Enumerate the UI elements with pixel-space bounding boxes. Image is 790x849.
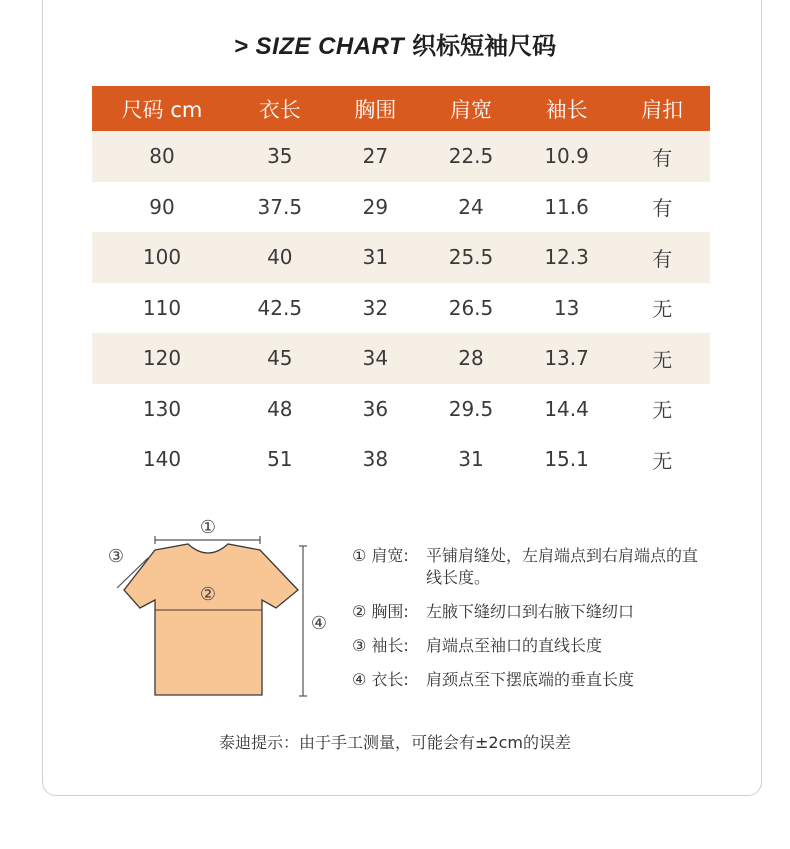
table-row	[92, 384, 710, 435]
header-shoulder: 肩宽	[423, 86, 519, 131]
note-chest	[352, 601, 706, 623]
note-value: 平铺肩缝处，左肩端点到右肩端点的直线长度。	[426, 546, 699, 587]
note-sleeve	[352, 635, 706, 657]
marker-2: ②	[199, 584, 217, 605]
table-row	[92, 434, 710, 485]
cell: 40	[232, 232, 328, 283]
title-chinese: 织标短袖尺码	[412, 32, 557, 60]
cell: 48	[267, 396, 293, 421]
tshirt-measurement-diagram	[100, 510, 340, 710]
header-chest: 胸围	[328, 86, 424, 131]
cell: 无	[614, 333, 710, 384]
cell: 31	[458, 447, 484, 472]
cell: 24	[458, 194, 484, 219]
cell: 32	[362, 295, 389, 320]
cell: 31	[328, 232, 424, 283]
cell: 36	[362, 396, 389, 421]
note-value: 肩端点至袖口的直线长度	[426, 636, 603, 655]
note-value: 肩颈点至下摆底端的垂直长度	[426, 670, 635, 689]
cell: 90	[149, 194, 175, 219]
cell: 120	[92, 333, 232, 384]
marker-4: ④	[310, 613, 328, 634]
cell: 130	[142, 396, 182, 421]
table-row	[92, 283, 710, 334]
cell: 35	[232, 131, 328, 182]
cell: 27	[328, 131, 424, 182]
cell: 11.6	[544, 194, 589, 219]
cell: 38	[362, 447, 389, 472]
note-key: ③ 袖长:	[352, 636, 409, 655]
marker-1: ①	[199, 517, 217, 538]
page-title	[0, 26, 790, 61]
cell: 51	[267, 447, 293, 472]
measurement-notes	[352, 545, 706, 703]
size-table	[92, 86, 710, 485]
title-english: > SIZE CHART	[233, 33, 405, 60]
note-shoulder	[352, 545, 706, 589]
cell: 29	[362, 194, 389, 219]
note-length	[352, 669, 706, 691]
cell: 29.5	[448, 396, 494, 421]
table-row	[92, 131, 710, 182]
cell: 12.3	[519, 232, 615, 283]
note-key: ① 肩宽:	[352, 546, 409, 565]
cell: 无	[652, 398, 673, 423]
measurement-tip: 泰迪提示：由于手工测量，可能会有±2cm的误差	[219, 733, 571, 752]
cell: 13.7	[519, 333, 615, 384]
marker-3: ③	[107, 546, 125, 567]
cell: 26.5	[448, 295, 494, 320]
tshirt-shape	[124, 544, 298, 695]
cell: 有	[652, 196, 673, 221]
cell: 100	[92, 232, 232, 283]
table-row	[92, 182, 710, 233]
cell: 有	[614, 232, 710, 283]
note-key: ② 胸围:	[352, 602, 409, 621]
cell: 15.1	[544, 447, 589, 472]
cell: 80	[92, 131, 232, 182]
header-button: 肩扣	[614, 86, 710, 131]
header-sleeve: 袖长	[519, 86, 615, 131]
cell: 45	[232, 333, 328, 384]
table-row	[92, 333, 710, 384]
cell: 110	[142, 295, 182, 320]
cell: 无	[652, 448, 673, 473]
cell: 14.4	[544, 396, 589, 421]
cell: 有	[614, 131, 710, 182]
cell: 37.5	[257, 194, 303, 219]
cell: 34	[328, 333, 424, 384]
cell: 25.5	[423, 232, 519, 283]
cell: 22.5	[423, 131, 519, 182]
header-length: 衣长	[232, 86, 328, 131]
cell: 42.5	[257, 295, 303, 320]
table-header-row	[92, 86, 710, 131]
cell: 无	[652, 297, 673, 322]
note-value: 左腋下缝纫口到右腋下缝纫口	[426, 602, 635, 621]
cell: 28	[423, 333, 519, 384]
note-key: ④ 衣长:	[352, 670, 409, 689]
cell: 10.9	[519, 131, 615, 182]
cell: 13	[553, 295, 580, 320]
cell: 140	[142, 447, 182, 472]
table-row	[92, 232, 710, 283]
header-size: 尺码 cm	[92, 86, 232, 131]
